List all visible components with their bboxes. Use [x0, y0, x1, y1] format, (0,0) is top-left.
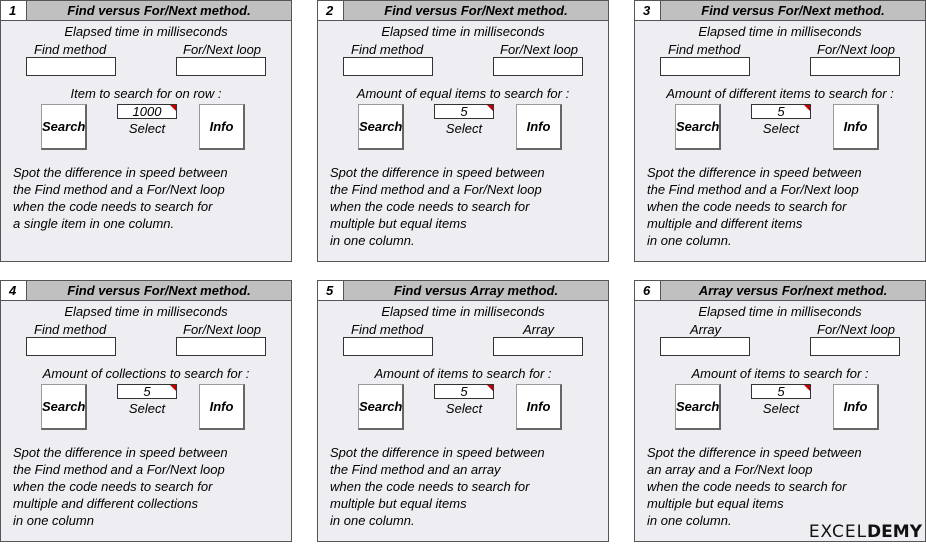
left-method-label: Find method — [34, 42, 107, 57]
description-line: multiple and different items — [647, 216, 803, 231]
search-button[interactable]: Search — [675, 104, 721, 150]
description-line: the Find method and a For/Next loop — [13, 462, 225, 477]
select-label: Select — [445, 121, 483, 136]
search-prompt: Amount of different items to search for : — [666, 86, 894, 101]
right-time-field — [493, 337, 583, 356]
description-line: in one column. — [330, 233, 415, 248]
panel-description — [330, 164, 545, 249]
value-input[interactable]: 1000 — [117, 104, 177, 119]
panel-header — [1, 1, 291, 21]
info-button[interactable]: Info — [516, 384, 562, 430]
description-line: the Find method and a For/Next loop — [13, 182, 225, 197]
description-line: multiple but equal items — [647, 496, 784, 511]
left-method-label: Find method — [351, 322, 424, 337]
logo-prefix: EXCEL — [808, 522, 868, 542]
panel-5 — [317, 280, 609, 542]
description-line: the Find method and an array — [330, 462, 501, 477]
search-prompt: Amount of equal items to search for : — [356, 86, 570, 101]
search-button[interactable]: Search — [358, 104, 404, 150]
panel-description — [647, 164, 862, 249]
right-time-field — [176, 57, 266, 76]
panel-description — [330, 444, 545, 529]
panel-number: 3 — [635, 1, 661, 20]
description-line: Spot the difference in speed between — [330, 445, 545, 460]
info-button[interactable]: Info — [516, 104, 562, 150]
search-button[interactable]: Search — [41, 104, 87, 150]
panel-title: Find versus Array method. — [344, 281, 608, 300]
select-label: Select — [128, 121, 166, 136]
description-line: multiple but equal items — [330, 496, 467, 511]
value-input[interactable]: 5 — [434, 384, 494, 399]
panel-number: 2 — [318, 1, 344, 20]
description-line: when the code needs to search for — [330, 479, 530, 494]
description-line: the Find method and a For/Next loop — [647, 182, 859, 197]
description-line: Spot the difference in speed between — [13, 165, 228, 180]
right-method-label: Array — [523, 322, 555, 337]
description-line: when the code needs to search for — [330, 199, 530, 214]
value-input[interactable]: 5 — [434, 104, 494, 119]
elapsed-label: Elapsed time in milliseconds — [64, 304, 228, 319]
info-button[interactable]: Info — [199, 104, 245, 150]
left-method-label: Find method — [34, 322, 107, 337]
info-button[interactable]: Info — [833, 104, 879, 150]
right-method-label: For/Next loop — [183, 322, 262, 337]
search-prompt: Amount of items to search for : — [374, 366, 552, 381]
right-method-label: For/Next loop — [500, 42, 579, 57]
value-input[interactable]: 5 — [751, 104, 811, 119]
description-line: in one column. — [647, 233, 732, 248]
right-method-label: For/Next loop — [183, 42, 262, 57]
panel-description — [647, 444, 862, 529]
left-time-field — [26, 57, 116, 76]
left-time-field — [343, 337, 433, 356]
elapsed-label: Elapsed time in milliseconds — [698, 304, 862, 319]
panel-title: Find versus For/Next method. — [27, 1, 291, 20]
description-line: multiple but equal items — [330, 216, 467, 231]
left-method-label: Find method — [351, 42, 424, 57]
panel-header — [635, 281, 925, 301]
description-line: Spot the difference in speed between — [647, 165, 862, 180]
panel-3 — [634, 0, 926, 262]
description-line: in one column. — [647, 513, 732, 528]
description-line: multiple and different collections — [13, 496, 198, 511]
search-button[interactable]: Search — [675, 384, 721, 430]
left-method-label: Find method — [668, 42, 741, 57]
description-line: when the code needs to search for — [647, 479, 847, 494]
right-time-field — [810, 337, 900, 356]
left-time-field — [343, 57, 433, 76]
panel-4 — [0, 280, 292, 542]
description-line: Spot the difference in speed between — [647, 445, 862, 460]
info-button[interactable]: Info — [199, 384, 245, 430]
select-label: Select — [128, 401, 166, 416]
info-button[interactable]: Info — [833, 384, 879, 430]
panel-title: Find versus For/Next method. — [661, 1, 925, 20]
value-input[interactable]: 5 — [751, 384, 811, 399]
search-prompt: Item to search for on row : — [70, 86, 222, 101]
description-line: a single item in one column. — [13, 216, 175, 231]
left-time-field — [660, 57, 750, 76]
value-input[interactable]: 5 — [117, 384, 177, 399]
search-prompt: Amount of items to search for : — [691, 366, 869, 381]
left-time-field — [26, 337, 116, 356]
select-label: Select — [762, 121, 800, 136]
excel-demy-logo — [809, 522, 922, 542]
left-method-label: Array — [690, 322, 722, 337]
panel-6 — [634, 280, 926, 542]
panel-description — [13, 444, 228, 529]
elapsed-label: Elapsed time in milliseconds — [64, 24, 228, 39]
panel-number: 1 — [1, 1, 27, 20]
elapsed-label: Elapsed time in milliseconds — [698, 24, 862, 39]
panel-2 — [317, 0, 609, 262]
panel-description — [13, 164, 228, 232]
search-button[interactable]: Search — [358, 384, 404, 430]
right-time-field — [176, 337, 266, 356]
panel-header — [318, 1, 608, 21]
panel-title: Find versus For/Next method. — [27, 281, 291, 300]
search-button[interactable]: Search — [41, 384, 87, 430]
description-line: in one column. — [330, 513, 415, 528]
description-line: in one column — [13, 513, 94, 528]
panel-number: 4 — [1, 281, 27, 300]
panel-title: Find versus For/Next method. — [344, 1, 608, 20]
right-method-label: For/Next loop — [817, 322, 896, 337]
panel-header — [1, 281, 291, 301]
panel-number: 6 — [635, 281, 661, 300]
description-line: when the code needs to search for — [13, 479, 213, 494]
logo-suffix: DEMY — [867, 522, 922, 542]
right-time-field — [810, 57, 900, 76]
elapsed-label: Elapsed time in milliseconds — [381, 24, 545, 39]
left-time-field — [660, 337, 750, 356]
elapsed-label: Elapsed time in milliseconds — [381, 304, 545, 319]
description-line: Spot the difference in speed between — [13, 445, 228, 460]
panel-1 — [0, 0, 292, 262]
description-line: when the code needs to search for — [13, 199, 213, 214]
right-time-field — [493, 57, 583, 76]
panel-header — [635, 1, 925, 21]
panel-title: Array versus For/next method. — [661, 281, 925, 300]
description-line: the Find method and a For/Next loop — [330, 182, 542, 197]
right-method-label: For/Next loop — [817, 42, 896, 57]
panel-number: 5 — [318, 281, 344, 300]
description-line: when the code needs to search for — [647, 199, 847, 214]
description-line: Spot the difference in speed between — [330, 165, 545, 180]
description-line: an array and a For/Next loop — [647, 462, 813, 477]
search-prompt: Amount of collections to search for : — [42, 366, 250, 381]
panel-header — [318, 281, 608, 301]
select-label: Select — [445, 401, 483, 416]
select-label: Select — [762, 401, 800, 416]
